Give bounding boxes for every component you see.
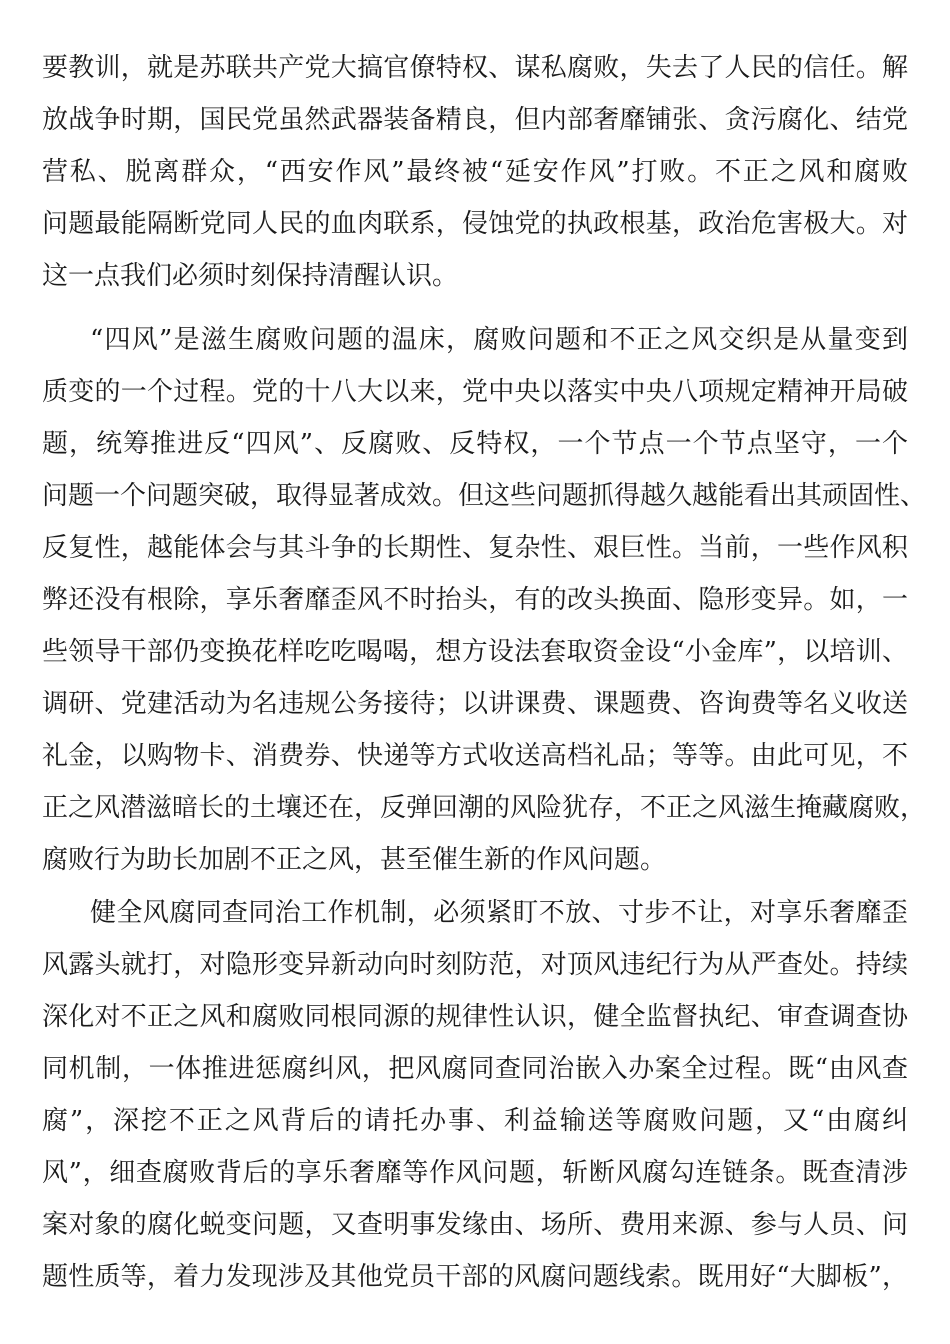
text-line: 风露头就打，对隐形变异新动向时刻防范，对顶风违纪行为从严查处。持续 xyxy=(42,950,908,980)
text-line: 健全风腐同查同治工作机制，必须紧盯不放、寸步不让，对享乐奢靡歪 xyxy=(90,898,908,928)
text-line: 正之风潜滋暗长的土壤还在，反弹回潮的风险犹存，不正之风滋生掩藏腐败， xyxy=(42,793,927,823)
text-line: 放战争时期，国民党虽然武器装备精良，但内部奢靡铺张、贪污腐化、结党 xyxy=(42,105,908,135)
text-line: 营私、脱离群众，“西安作风”最终被“延安作风”打败。不正之风和腐败 xyxy=(42,157,908,187)
text-line: 腐”，深挖不正之风背后的请托办事、利益输送等腐败问题，又“由腐纠 xyxy=(42,1106,908,1136)
text-line: 题，统筹推进反“四风”、反腐败、反特权，一个节点一个节点坚守，一个 xyxy=(42,429,908,459)
text-line: “四风”是滋生腐败问题的温床，腐败问题和不正之风交织是从量变到 xyxy=(90,325,908,355)
text-line: 反复性，越能体会与其斗争的长期性、复杂性、艰巨性。当前，一些作风积 xyxy=(42,533,908,563)
text-line: 些领导干部仍变换花样吃吃喝喝，想方设法套取资金设“小金库”，以培训、 xyxy=(42,637,908,667)
text-line: 题性质等，着力发现涉及其他党员干部的风腐问题线索。既用好“大脚板”， xyxy=(42,1262,908,1292)
text-line: 要教训，就是苏联共产党大搞官僚特权、谋私腐败，失去了人民的信任。解 xyxy=(42,53,908,83)
text-line: 调研、党建活动为名违规公务接待；以讲课费、课题费、咨询费等名义收送 xyxy=(42,689,908,719)
text-line: 问题一个问题突破，取得显著成效。但这些问题抓得越久越能看出其顽固性、 xyxy=(42,481,927,511)
text-line: 问题最能隔断党同人民的血肉联系，侵蚀党的执政根基，政治危害极大。对 xyxy=(42,209,908,239)
text-line: 深化对不正之风和腐败同根同源的规律性认识，健全监督执纪、审查调查协 xyxy=(42,1002,908,1032)
text-line: 案对象的腐化蜕变问题，又查明事发缘由、场所、费用来源、参与人员、问 xyxy=(42,1210,908,1240)
text-line: 礼金，以购物卡、消费券、快递等方式收送高档礼品；等等。由此可见，不 xyxy=(42,741,908,771)
text-line: 这一点我们必须时刻保持清醒认识。 xyxy=(42,261,459,291)
text-line: 质变的一个过程。党的十八大以来，党中央以落实中央八项规定精神开局破 xyxy=(42,377,908,407)
text-line: 风”，细查腐败背后的享乐奢靡等作风问题，斩断风腐勾连链条。既查清涉 xyxy=(42,1158,908,1188)
text-line: 腐败行为助长加剧不正之风，甚至催生新的作风问题。 xyxy=(42,845,667,875)
text-line: 弊还没有根除，享乐奢靡歪风不时抬头，有的改头换面、隐形变异。如，一 xyxy=(42,585,908,615)
text-line: 同机制，一体推进惩腐纠风，把风腐同查同治嵌入办案全过程。既“由风查 xyxy=(42,1054,908,1084)
